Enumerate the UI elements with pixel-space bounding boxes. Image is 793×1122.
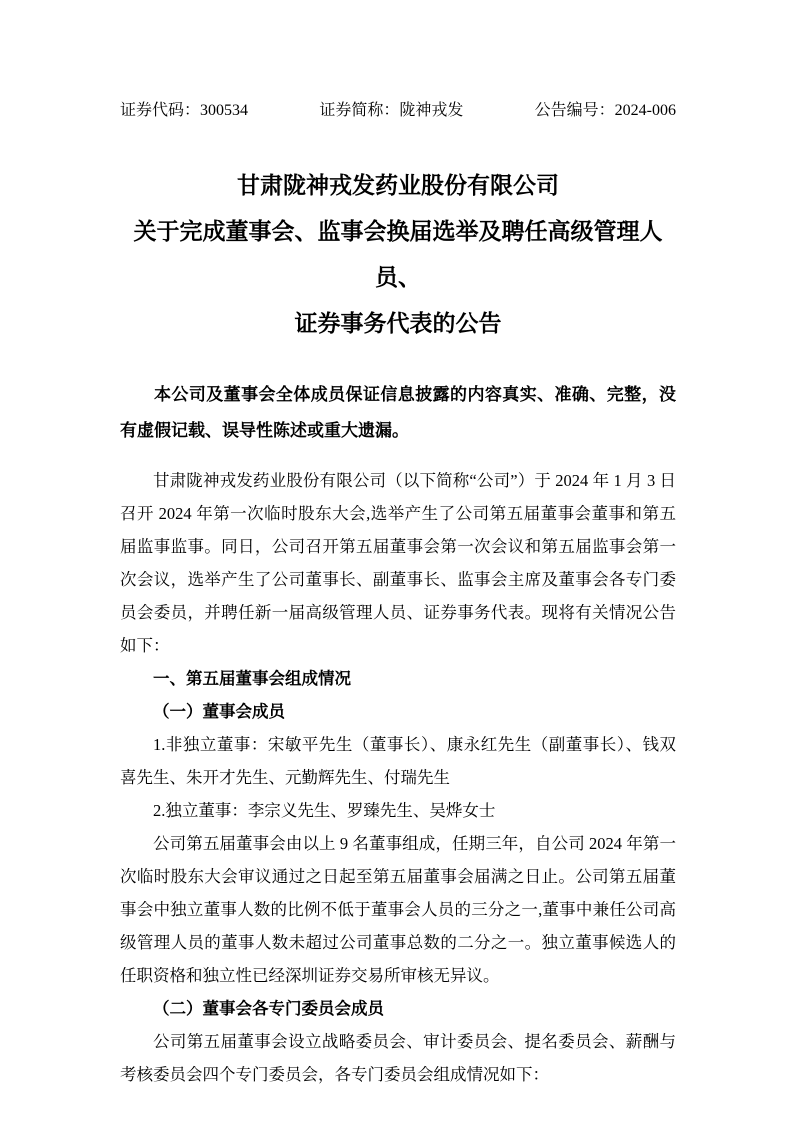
title-line-2: 关于完成董事会、监事会换届选举及聘任高级管理人员、 xyxy=(133,219,663,290)
intro-paragraph: 甘肃陇神戎发药业股份有限公司（以下简称“公司”）于 2024 年 1 月 3 日召开 2024 年第一次临时股东大会,选举产生了公司第五届董事会董事和第五届监事监事。同日，公司召开第五届董事会第一次会议和第五届监事会第一次会议，选举产生了公司董事长、副董事长、监事会主席及董事会各专门委员会委员，并聘任新一届高级管理人员、证券事务代表。现将有关情况公告如下： xyxy=(120,471,676,655)
board-term-paragraph: 公司第五届董事会由以上 9 名董事组成，任期三年，自公司 2024 年第一次临时股东大会审议通过之日起至第五届董事会届满之日止。公司第五届董事会中独立董事人数的比例不低于董事会人员的三分之一,董事中兼任公司高级管理人员的董事人数未超过公司董事总数的二分之一。独立董事候选人的任职资格和独立性已经深圳证券交易所审核无异议。 xyxy=(120,834,676,985)
independent-directors-paragraph: 2.独立董事：李宗义先生、罗臻先生、吴烨女士 xyxy=(153,801,496,820)
section-1-heading: 一、第五届董事会组成情况 xyxy=(153,669,351,688)
title-line-3: 证券事务代表的公告 xyxy=(294,311,502,336)
stock-name: 证券简称：陇神戎发 xyxy=(319,102,464,119)
document-title xyxy=(120,163,676,347)
section-1-2-heading: （二）董事会各专门委员会成员 xyxy=(153,999,384,1018)
announcement-number: 公告编号：2024-006 xyxy=(534,102,676,119)
title-company-name: 甘肃陇神戎发药业股份有限公司 xyxy=(237,173,559,198)
non-independent-directors-paragraph: 1.非独立董事：宋敏平先生（董事长）、康永红先生（副董事长）、钱双喜先生、朱开才先生、元勤辉先生、付瑞先生 xyxy=(120,735,676,787)
section-1-1-heading: （一）董事会成员 xyxy=(153,702,285,721)
disclosure-notice: 本公司及董事会全体成员保证信息披露的内容真实、准确、完整，没有虚假记载、误导性陈述或重大遗漏。 xyxy=(120,385,676,440)
stock-code: 证券代码：300534 xyxy=(120,102,249,119)
committees-intro-paragraph: 公司第五届董事会设立战略委员会、审计委员会、提名委员会、薪酬与考核委员会四个专门委员会，各专门委员会组成情况如下： xyxy=(120,1032,676,1084)
document-header xyxy=(120,100,676,121)
